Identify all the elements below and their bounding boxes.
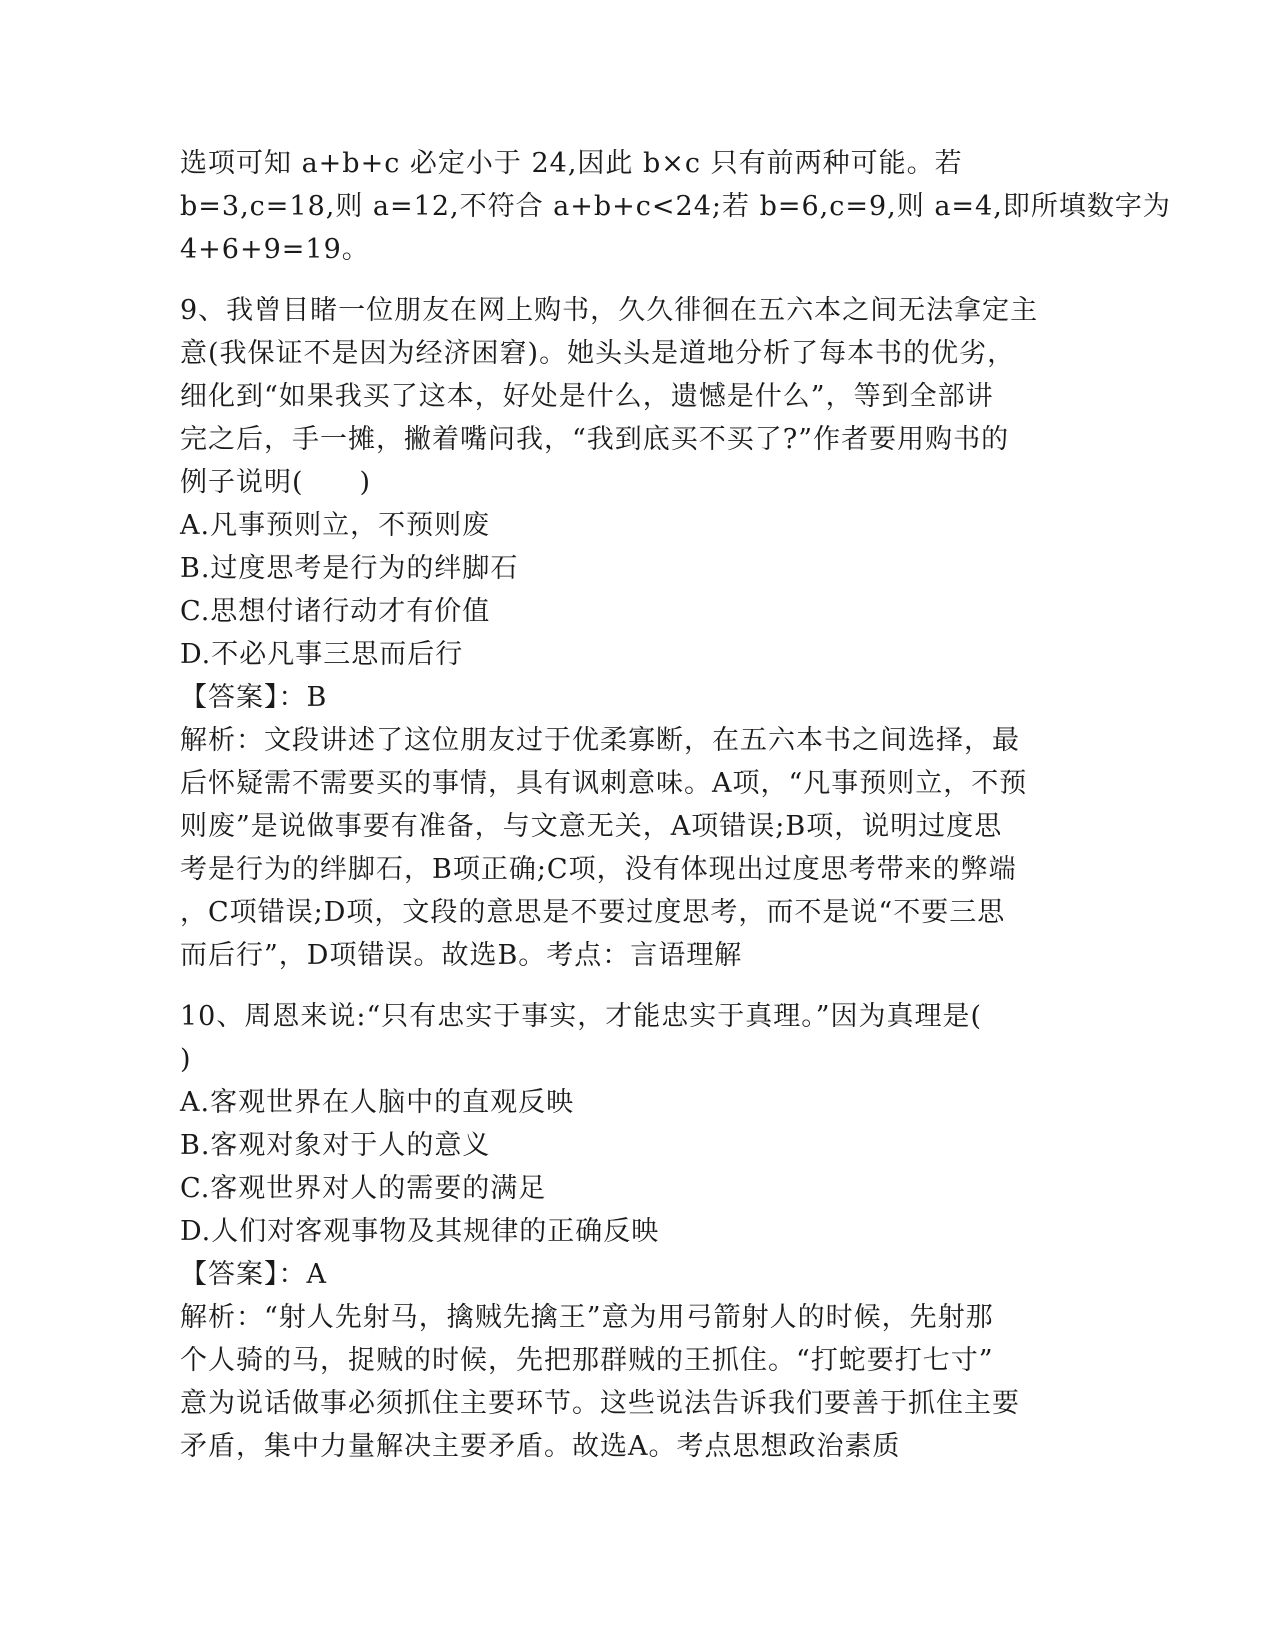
text-line: 后怀疑需不需要买的事情，具有讽刺意味。A项，“凡事预则立，不预 [180,768,1028,799]
option-list [180,1081,1080,1253]
option-d: D.不必凡事三思而后行 [180,639,464,670]
intro-paragraph [180,142,1171,271]
text-line: ，C项错误;D项，文段的意思是不要过度思考，而不是说“不要三思 [180,897,1006,928]
text-line: 9、我曾目睹一位朋友在网上购书，久久徘徊在五六本之间无法拿定主 [180,295,1039,326]
answer-line: 【答案】：A [180,1259,327,1290]
text-line: 意(我保证不是因为经济困窘)。她头头是道地分析了每本书的优劣， [180,338,1016,369]
text-line: 考是行为的绊脚石，B项正确;C项，没有体现出过度思考带来的弊端 [180,854,1017,885]
text-line: 则废”是说做事要有准备，与文意无关，A项错误;B项，说明过度思 [180,811,1003,842]
text-line: 10、周恩来说:“只有忠实于事实，才能忠实于真理。”因为真理是( [180,1001,983,1032]
option-c: C.客观世界对人的需要的满足 [180,1173,547,1204]
text-line: 而后行”，D项错误。故选B。考点：言语理解 [180,940,743,971]
text-line: 细化到“如果我买了这本，好处是什么，遗憾是什么”，等到全部讲 [180,381,994,412]
text-line: 4+6+9=19。 [180,234,370,265]
text-line: 选项可知 a+b+c 必定小于 24,因此 b×c 只有前两种可能。若 [180,148,963,179]
question-stem [180,289,1080,504]
option-b: B.客观对象对于人的意义 [180,1130,491,1161]
text-line: 完之后，手一摊，撇着嘴问我，“我到底买不买了?”作者要用购书的 [180,424,1010,455]
question-9 [180,289,1080,977]
option-list [180,504,1080,676]
document-page [180,142,1171,1468]
answer-line: 【答案】：B [180,682,328,713]
text-line: b=3,c=18,则 a=12,不符合 a+b+c<24;若 b=6,c=9,则 a=4,即所填数字为 [180,191,1171,222]
text-line: 矛盾，集中力量解决主要矛盾。故选A。考点思想政治素质 [180,1431,901,1462]
text-line: 意为说话做事必须抓住主要环节。这些说法告诉我们要善于抓住主要 [180,1388,1020,1419]
option-c: C.思想付诸行动才有价值 [180,596,491,627]
analysis [180,1296,1080,1468]
text-line: 解析：“射人先射马，擒贼先擒王”意为用弓箭射人的时候，先射那 [180,1302,994,1333]
question-stem [180,995,1080,1081]
option-a: A.客观世界在人脑中的直观反映 [180,1087,575,1118]
text-line: 解析：文段讲述了这位朋友过于优柔寡断，在五六本书之间选择，最 [180,725,1020,756]
text-line: 个人骑的马，捉贼的时候，先把那群贼的王抓住。“打蛇要打七寸” [180,1345,994,1376]
option-d: D.人们对客观事物及其规律的正确反映 [180,1216,660,1247]
option-a: A.凡事预则立，不预则废 [180,510,491,541]
option-b: B.过度思考是行为的绊脚石 [180,553,519,584]
text-line: ) [180,1044,192,1075]
analysis [180,719,1080,977]
text-line: 例子说明( ) [180,467,372,498]
question-10 [180,995,1080,1468]
